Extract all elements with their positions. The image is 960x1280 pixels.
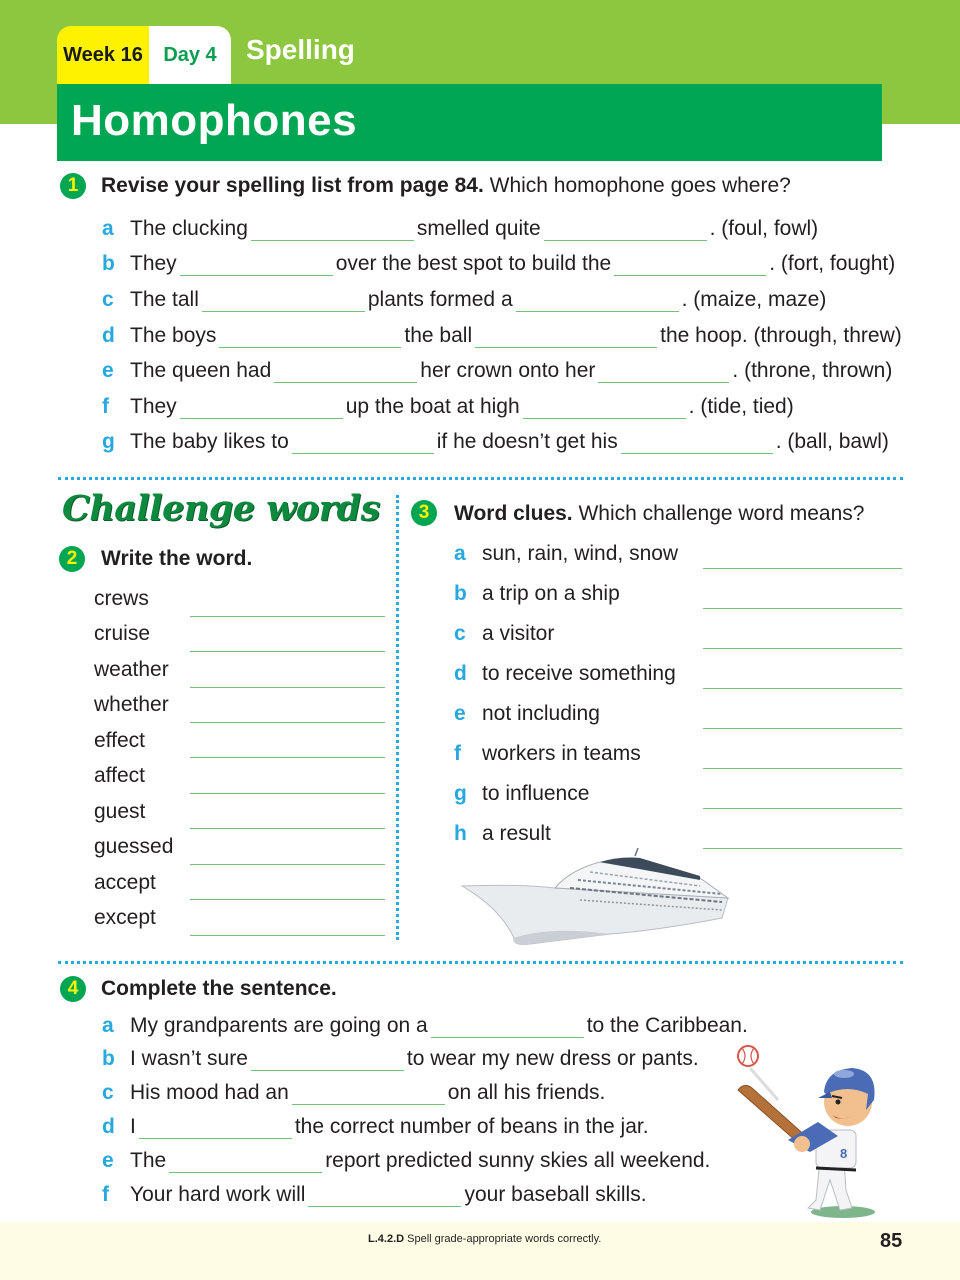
clue-answer-line[interactable]: [703, 568, 902, 569]
item-letter: f: [102, 1183, 109, 1206]
item-letter: f: [102, 395, 109, 418]
clue-answer-line[interactable]: [703, 808, 902, 809]
item-text: over the best spot to build the: [335, 252, 612, 275]
word-answer-line[interactable]: [190, 793, 385, 794]
section-3-instruction: [454, 502, 864, 526]
section-1-instruction: [101, 174, 791, 198]
word-answer-line[interactable]: [190, 687, 385, 688]
clue-text: workers in teams: [482, 742, 641, 765]
item-text: The clucking: [130, 217, 248, 240]
instruction-bold: Write the word.: [101, 547, 253, 570]
word-answer-line[interactable]: [190, 864, 385, 865]
standard-note: [368, 1233, 601, 1245]
clue-answer-line[interactable]: [703, 768, 902, 769]
clue-text: sun, rain, wind, snow: [482, 542, 679, 565]
title-bar: [57, 84, 882, 161]
item-text: to wear my new dress or pants.: [406, 1047, 699, 1070]
challenge-word: weather: [94, 658, 169, 681]
clue-item: [454, 702, 600, 726]
cruise-ship-illustration: [460, 848, 735, 948]
item-text: My grandparents are going on a: [130, 1014, 428, 1037]
item-text: the ball: [404, 324, 473, 347]
section-divider: [58, 477, 903, 480]
clue-text: not including: [482, 702, 600, 725]
item-letter: c: [102, 1081, 114, 1104]
answer-blank[interactable]: [431, 1015, 584, 1038]
answer-blank[interactable]: [621, 431, 773, 454]
clue-item: [454, 542, 678, 566]
instruction-bold: Complete the sentence.: [101, 977, 337, 1000]
item-letter: e: [102, 359, 114, 382]
answer-blank[interactable]: [475, 325, 657, 348]
word-answer-line[interactable]: [190, 899, 385, 900]
section-divider: [58, 961, 903, 964]
s1-item-e: [102, 353, 892, 383]
challenge-word: cruise: [94, 622, 151, 645]
item-text: They: [130, 395, 177, 418]
item-text: The: [130, 1149, 167, 1172]
item-letter: d: [454, 662, 467, 685]
clue-item: [454, 662, 676, 686]
week-day-tabs: [57, 26, 231, 84]
item-text: if he doesn’t get his: [436, 430, 618, 453]
item-text: to the Caribbean.: [586, 1014, 748, 1037]
answer-blank[interactable]: [598, 360, 729, 383]
challenge-word: effect: [94, 729, 145, 752]
day-label: Day 4: [149, 26, 231, 84]
item-text: Your hard work will: [130, 1183, 306, 1206]
word-answer-line[interactable]: [190, 651, 385, 652]
answer-blank[interactable]: [202, 289, 365, 312]
clue-item: [454, 742, 641, 766]
instruction-rest: Which challenge word means?: [572, 502, 865, 525]
answer-blank[interactable]: [614, 253, 766, 276]
item-letter: c: [454, 622, 466, 645]
challenge-word: whether: [94, 693, 169, 716]
item-letter: b: [102, 1047, 115, 1070]
item-text: on all his friends.: [447, 1081, 606, 1104]
item-text: His mood had an: [130, 1081, 289, 1104]
item-text: The queen had: [130, 359, 272, 382]
standard-code: L.4.2.D: [368, 1233, 405, 1245]
item-text: her crown onto her: [420, 359, 596, 382]
clue-text: a visitor: [482, 622, 555, 645]
item-text: report predicted sunny skies all weekend.: [325, 1149, 711, 1172]
s1-item-f: [102, 389, 794, 419]
s4-item-f: [102, 1177, 647, 1207]
item-letter: b: [454, 582, 467, 605]
challenge-word: affect: [94, 764, 145, 787]
page-title: Homophones: [71, 96, 358, 145]
item-letter: a: [102, 217, 114, 240]
challenge-words-heading: Challenge words: [62, 488, 380, 529]
column-divider: [396, 495, 399, 940]
item-text: . (ball, bawl): [775, 430, 889, 453]
item-letter: e: [454, 702, 466, 725]
item-letter: f: [454, 742, 461, 765]
item-text: the correct number of beans in the jar.: [294, 1115, 649, 1138]
s4-item-c: [102, 1075, 605, 1105]
s1-item-d: [102, 318, 902, 348]
svg-text:8: 8: [840, 1146, 848, 1161]
item-text: the hoop. (through, threw): [660, 324, 902, 347]
clue-item: [454, 822, 551, 846]
standard-text: Spell grade-appropriate words correctly.: [404, 1233, 602, 1245]
item-text: . (foul, fowl): [709, 217, 819, 240]
item-text: . (throne, thrown): [732, 359, 893, 382]
answer-blank[interactable]: [274, 360, 417, 383]
answer-blank[interactable]: [292, 431, 434, 454]
clue-text: a trip on a ship: [482, 582, 620, 605]
baseball-player-illustration: [728, 1040, 908, 1220]
instruction-bold: Word clues.: [454, 502, 573, 525]
section-4-number: 4: [60, 976, 86, 1002]
item-letter: b: [102, 252, 115, 275]
item-letter: c: [102, 288, 114, 311]
item-text: up the boat at high: [345, 395, 520, 418]
item-letter: a: [454, 542, 466, 565]
word-answer-line[interactable]: [190, 616, 385, 617]
s1-item-c: [102, 282, 826, 312]
word-answer-line[interactable]: [190, 935, 385, 936]
item-text: plants formed a: [367, 288, 513, 311]
page-footer: [0, 1222, 960, 1280]
clue-text: to receive something: [482, 662, 676, 685]
item-text: I wasn’t sure: [130, 1047, 248, 1070]
s4-item-e: [102, 1143, 710, 1173]
week-label: Week 16: [57, 26, 149, 84]
clue-answer-line[interactable]: [703, 728, 902, 729]
item-text: The tall: [130, 288, 199, 311]
clue-item: [454, 582, 620, 606]
s4-item-a: [102, 1008, 748, 1038]
clue-text: a result: [482, 822, 551, 845]
challenge-word: crews: [94, 587, 149, 610]
item-text: your baseball skills.: [464, 1183, 647, 1206]
answer-blank[interactable]: [523, 396, 686, 419]
section-2-instruction: [101, 547, 252, 571]
s4-item-b: [102, 1041, 699, 1071]
answer-blank[interactable]: [180, 396, 343, 419]
challenge-word: except: [94, 906, 156, 929]
instruction-rest: Which homophone goes where?: [483, 174, 791, 197]
section-3-number: 3: [411, 500, 437, 526]
item-text: I: [130, 1115, 136, 1138]
instruction-bold: Revise your spelling list from page 84.: [101, 174, 484, 197]
clue-text: to influence: [482, 782, 590, 805]
item-letter: a: [102, 1014, 114, 1037]
s1-item-b: [102, 246, 895, 276]
word-answer-line[interactable]: [190, 757, 385, 758]
s4-item-d: [102, 1109, 649, 1139]
item-letter: g: [454, 782, 467, 805]
section-1-number: 1: [60, 173, 86, 199]
item-letter: e: [102, 1149, 114, 1172]
page-number: 85: [880, 1230, 903, 1252]
answer-blank[interactable]: [308, 1184, 461, 1207]
item-text: The baby likes to: [130, 430, 289, 453]
answer-blank[interactable]: [544, 218, 707, 241]
word-answer-line[interactable]: [190, 722, 385, 723]
item-text: They: [130, 252, 177, 275]
item-text: . (fort, fought): [769, 252, 896, 275]
item-text: . (maize, maze): [681, 288, 827, 311]
item-letter: g: [102, 430, 115, 453]
section-2-number: 2: [59, 546, 85, 572]
clue-answer-line[interactable]: [703, 688, 902, 689]
item-text: smelled quite: [416, 217, 541, 240]
item-letter: d: [102, 324, 115, 347]
answer-blank[interactable]: [169, 1150, 322, 1173]
subject-label: Spelling: [246, 34, 355, 65]
challenge-word: guessed: [94, 835, 174, 858]
section-4-instruction: [101, 977, 337, 1001]
item-letter: h: [454, 822, 467, 845]
clue-item: [454, 782, 589, 806]
clue-answer-line[interactable]: [703, 608, 902, 609]
answer-blank[interactable]: [180, 253, 333, 276]
answer-blank[interactable]: [139, 1116, 292, 1139]
challenge-word: guest: [94, 800, 146, 823]
item-letter: d: [102, 1115, 115, 1138]
answer-blank[interactable]: [219, 325, 401, 348]
challenge-word: accept: [94, 871, 156, 894]
clue-item: [454, 622, 554, 646]
answer-blank[interactable]: [251, 1048, 404, 1071]
s1-item-a: [102, 211, 818, 241]
answer-blank[interactable]: [516, 289, 679, 312]
item-text: . (tide, tied): [688, 395, 794, 418]
clue-answer-line[interactable]: [703, 648, 902, 649]
item-text: The boys: [130, 324, 217, 347]
answer-blank[interactable]: [292, 1082, 445, 1105]
word-answer-line[interactable]: [190, 828, 385, 829]
s1-item-g: [102, 424, 889, 454]
answer-blank[interactable]: [251, 218, 414, 241]
